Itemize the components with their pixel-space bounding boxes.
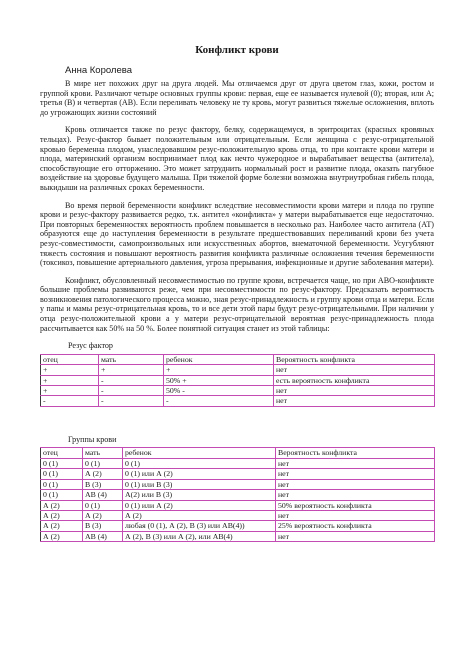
- table-cell: -: [99, 396, 164, 406]
- rh-factor-table: [40, 354, 435, 407]
- table-row: [41, 375, 435, 385]
- table-header-cell: мать: [99, 354, 164, 364]
- table-cell: любая (0 (1), А (2), В (3) или АВ(4)): [123, 521, 276, 531]
- author-name: Анна Королева: [65, 65, 132, 76]
- table-header-cell: отец: [41, 448, 83, 458]
- table-row: [41, 458, 435, 468]
- table-cell: 0 (1): [41, 469, 83, 479]
- table-cell: В (3): [83, 521, 123, 531]
- table-header-cell: Вероятность конфликта: [274, 354, 435, 364]
- table-row: [41, 479, 435, 489]
- table-cell: нет: [274, 365, 435, 375]
- table-cell: А(2) или В (3): [123, 490, 276, 500]
- table-cell: 50% вероятность конфликта: [276, 500, 435, 510]
- spacer: [40, 407, 434, 429]
- table-cell: нет: [276, 490, 435, 500]
- paragraph: Во время первой беременности конфликт вследствие несовместимости крови матери и плода по группе крови и резус-фактору развивается редко, т.к. антител «конфликта» у матери вырабатывается еще недостаточно. При повторных беременностях вероятность проблем повышается в несколько раз. Наиболее часто антитела (АТ) образуются еще до наступления беременности в результате предшествовавших переливаний крови без учета резус-совместимости, самопроизвольных или искусственных абортов, внематочной беременности. Усугубляют тяжесть состояния и повышают вероятность развития конфликта различные осложнения течения беременности (токсикоз, повышение артериального давления, угроза прерывания, инфекционные и другие заболевания матери).: [40, 200, 434, 268]
- table-row: [41, 521, 435, 531]
- blood-group-table: [40, 447, 435, 542]
- table-cell: +: [41, 386, 99, 396]
- table-row: [41, 531, 435, 541]
- group-table-label: Группы крови: [68, 434, 117, 444]
- table-cell: 0 (1) или А (2): [123, 500, 276, 510]
- table-cell: -: [99, 386, 164, 396]
- table-cell: АВ (4): [83, 531, 123, 541]
- table-cell: А (2): [83, 510, 123, 520]
- table-cell: А (2): [123, 510, 276, 520]
- table-cell: 0 (1) или А (2): [123, 469, 276, 479]
- table-header-cell: мать: [83, 448, 123, 458]
- table-row: [41, 386, 435, 396]
- table-cell: 0 (1): [123, 458, 276, 468]
- table-row: [41, 365, 435, 375]
- table-cell: 0 (1): [41, 490, 83, 500]
- table-cell: А (2), В (3) или А (2), или АВ(4): [123, 531, 276, 541]
- table-row: [41, 510, 435, 520]
- table-cell: -: [164, 396, 274, 406]
- table-cell: А (2): [41, 500, 83, 510]
- paragraph: Конфликт, обусловленный несовместимостью по группе крови, встречается чаще, но при АВО-конфликте большие проблемы развиваются реже, чем при несовместимости по резус-фактору. Предсказать вероятность возникновения патологического процесса можно, зная резус-принадлежность и группу крови отца и матери. Если у папы и мамы резус-отрицательная кровь, то и все дети этой пары будут резус-отрицательными. При наличии у отца резус-положительной крови а у матери резус-отрицательной вероятная резус-принадлежность плода рассчитывается как 50% на 50 %. Более понятной ситуация станет из этой таблицы:: [40, 275, 434, 333]
- table-cell: +: [41, 365, 99, 375]
- table-cell: нет: [276, 469, 435, 479]
- paragraph: В мире нет похожих друг на друга людей. Мы отличаемся друг от друга цветом глаз, кожи, ростом и группой крови. Различают четыре основных группы крови: первая, еще ее называется нулевой (0); вторая, или А; третья (В) и четвертая (АВ). Если переливать человеку не ту кровь, могут развиться тяжелые осложнения, вплоть до угрожающих жизни состояний: [40, 79, 434, 117]
- table-cell: есть вероятность конфликта: [274, 375, 435, 385]
- table-header-cell: ребенок: [164, 354, 274, 364]
- table-cell: АВ (4): [83, 490, 123, 500]
- table-row: [41, 500, 435, 510]
- table-cell: нет: [274, 386, 435, 396]
- table-cell: нет: [276, 479, 435, 489]
- table-cell: нет: [274, 396, 435, 406]
- table-row: [41, 490, 435, 500]
- table-cell: +: [164, 365, 274, 375]
- table-cell: 25% вероятность конфликта: [276, 521, 435, 531]
- table-header-row: [41, 448, 435, 458]
- table-cell: А (2): [41, 521, 83, 531]
- table-cell: 0 (1) или В (3): [123, 479, 276, 489]
- table-header-cell: отец: [41, 354, 99, 364]
- table-cell: А (2): [83, 469, 123, 479]
- table-cell: +: [41, 375, 99, 385]
- document-title: Конфликт крови: [195, 44, 279, 56]
- table-cell: А (2): [41, 531, 83, 541]
- table-header-cell: Вероятность конфликта: [276, 448, 435, 458]
- table-header-row: [41, 354, 435, 364]
- table-cell: 50% +: [164, 375, 274, 385]
- table-row: [41, 469, 435, 479]
- table-cell: В (3): [83, 479, 123, 489]
- table-cell: 0 (1): [83, 458, 123, 468]
- table-cell: нет: [276, 531, 435, 541]
- table-cell: нет: [276, 510, 435, 520]
- rh-table-label: Резус фактор: [68, 341, 113, 351]
- table-cell: 0 (1): [41, 458, 83, 468]
- table-cell: -: [41, 396, 99, 406]
- table-cell: А (2): [41, 510, 83, 520]
- table-cell: +: [99, 365, 164, 375]
- paragraph: Кровь отличается также по резус фактору, белку, содержащемуся, в эритроцитах (красных кровяных тельцах). Резус-фактор бывает положительным или отрицательным. Если женщина с резус-отрицательной кровью беременна плодом, унаследовавшим резус-положительную кровь отца, то при контакте крови матери и плода, материнский организм воспринимает плод как нечто чужеродное и вырабатывает вещества (антитела), способствующие его отторжению. Это может затруднить нормальный рост и развитие плода, оказать пагубное воздействие на здоровье будущего малыша. При тяжелой форме болезни возможна внутриутробная гибель плода, выкидыши на различных сроках беременности.: [40, 125, 434, 192]
- table-cell: -: [99, 375, 164, 385]
- table-cell: 0 (1): [41, 479, 83, 489]
- table-cell: 0 (1): [83, 500, 123, 510]
- table-row: [41, 396, 435, 406]
- table-cell: 50% -: [164, 386, 274, 396]
- table-cell: нет: [276, 458, 435, 468]
- table-header-cell: ребенок: [123, 448, 276, 458]
